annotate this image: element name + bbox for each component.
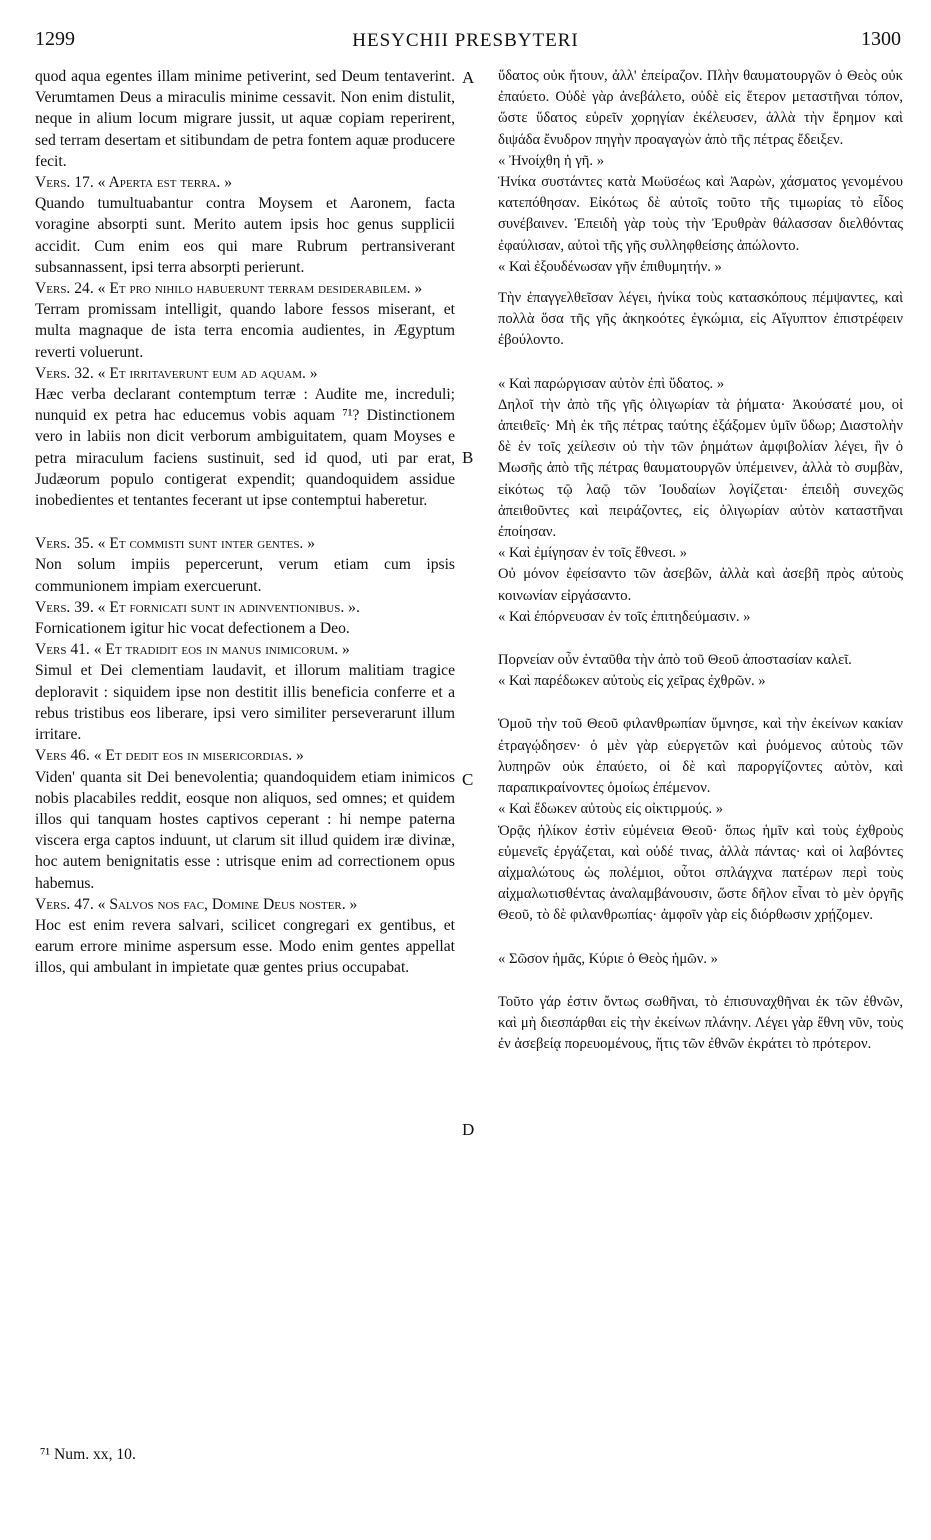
latin-paragraph: Hæc verba declarant contemptum terræ : Audite me, increduli; nunquid ex petra hac educemus vobis aquam ⁷¹? Distinctionem vero in labiis non dicit verborum ambiguitatem, quam Moyses e petra miraculum faciens sustinuit, sed id quod, uti par erat, Judæorum populo contigerat expendit; quandoquidem assidue inobedientes et tentantes fecerant ut ipse contemptui haberetur.	[35, 386, 455, 510]
verse-quote: « Καὶ ἐπόρνευσαν ἐν τοῖς ἐπιτηδεύμασιν. »	[498, 608, 751, 625]
latin-paragraph: Fornicationem igitur hic vocat defectionem a Deo.	[35, 620, 350, 638]
greek-column	[498, 66, 903, 1055]
verse-heading: Vers. 24. « Et pro nihilo habuerunt terram desiderabilem. »	[35, 280, 423, 298]
greek-paragraph: ὕδατος οὐκ ἤτουν, ἀλλ' ἐπείραζον. Πλὴν θαυματουργῶν ὁ Θεὸς οὐκ ἐπαύετο. Οὐδὲ γὰρ ἀνεβάλετο, οὐδὲ εἰς ἕτερον μεταστῆναι τόπον, ὥστε ὕδατος εὑρεῖν χορηγίαν ἐκέλευσεν, ἀλλὰ τὴν ἔρημον καὶ διψάδα ἔνυδρον πηγὴν προαγαγὼν ἀπὸ τῆς πέτρας ἔδειξεν.	[498, 68, 903, 148]
verse-quote: « Καὶ ἔδωκεν αὐτοὺς εἰς οἰκτιρμούς. »	[498, 801, 724, 818]
greek-paragraph: Ὁρᾷς ἡλίκον ἐστὶν εὐμένεια Θεοῦ· ὅπως ἡμῖν καὶ τοὺς ἐχθροὺς εὐμενεῖς ἐργάζεται, καὶ οὐδέ τινας, ἀλλὰ πάντας· καὶ οἱ λαβόντες αἰχμαλώτους ὡς πολέμιοι, οὗτοι σπλάγχνα πατέρων περὶ τοὺς αἰχμαλωτισθέντας ἀναλαμβάνουσιν, ὥστε δῆλον εἶναι τὸ μὲν ὀργῆς Θεοῦ, τὸ δὲ φιλανθρωπίας· ἀμφοῖν γὰρ εἰς διόρθωσιν χρῄζομεν.	[498, 822, 903, 924]
page-header	[0, 28, 931, 58]
margin-marker-c: C	[462, 770, 474, 789]
running-title: HESYCHII PRESBYTERI	[352, 30, 579, 51]
greek-paragraph: Δηλοῖ τὴν ἀπὸ τῆς γῆς ὀλιγωρίαν τὰ ῥήματα· Ἀκούσατέ μου, οἱ ἀπειθεῖς· Μὴ ἐκ τῆς πέτρας ταύτης ἐξάξομεν ὑμῖν ὕδωρ; Διαστολὴν δὲ ἐν τοῖς χείλεσιν οὐ τὴν τῶν ῥημάτων ἀμφιβολίαν λέγει, ἣν ὁ Μωσῆς ἀπὸ τῆς πέτρας θαυματουργῶν ὑπέμεινεν, ἀλλὰ τὸ συμβὰν, εἰκότως τῷ λαῷ τῶν Ἰουδαίων λογίζεται· ἐπειδὴ συνεχῶς ἀπειθοῦντες καὶ πειράζοντες, εἰς ὀλιγωρίαν αὐτὸν καταστῆναι ἐποίησαν.	[498, 396, 903, 541]
margin-marker-d: D	[462, 1120, 475, 1139]
greek-paragraph: Πορνείαν οὖν ἐνταῦθα τὴν ἀπὸ τοῦ Θεοῦ ἀποστασίαν καλεῖ.	[498, 652, 852, 669]
greek-paragraph: Ὁμοῦ τὴν τοῦ Θεοῦ φιλανθρωπίαν ὕμνησε, καὶ τὴν ἐκείνων κακίαν ἐτραγῴδησεν· ὁ μὲν γὰρ εὐεργετῶν καὶ ῥυόμενος αὐτοὺς τῶν λυπηρῶν οὐκ ἐπαύετο, οἱ δὲ καὶ παροργίζοντες αὐτὸν, καὶ παραπικραίνοντες ὁμοίως ἐπέμενον.	[498, 716, 903, 797]
latin-column	[35, 66, 455, 979]
greek-paragraph: Ἡνίκα συστάντες κατὰ Μωϋσέως καὶ Ἀαρὼν, χάσματος γενομένου κατεπόθησαν. Εἰκότως δὲ αὐτοῖς τοῦτο τῆς τιμωρίας τὸ εἶδος συνέβαινεν. Ἐπειδὴ γὰρ τοὺς τὴν Ἐρυθρὰν θάλασσαν διελθόντας ἐφαύλισαν, αὐτοὶ τῆς γῆς συλληφθείσης ἀπώλοντο.	[498, 174, 903, 254]
latin-paragraph: Simul et Dei clementiam laudavit, et illorum malitiam tragice deploravit : siquidem ipse non destitit illis beneficia conferre et a rebus tristibus eos liberare, ipsi vero similiter perseverarunt illum irritare.	[35, 662, 455, 744]
verse-quote: « Ἠνοίχθη ἡ γῆ. »	[498, 152, 605, 169]
latin-paragraph: Hoc est enim revera salvari, scilicet congregari ex gentibus, et earum errore minime aspersum esse. Modo enim gentes appellat illos, qui ambulant in impietate quæ gentes prius occupabat.	[35, 916, 455, 977]
verse-quote: « Καὶ παρώργισαν αὐτὸν ἐπὶ ὕδατος. »	[498, 375, 725, 392]
verse-heading: Vers 41. « Et tradidit eos in manus inimicorum. »	[35, 641, 350, 659]
verse-quote: « Σῶσον ἡμᾶς, Κύριε ὁ Θεὸς ἡμῶν. »	[498, 950, 718, 967]
greek-paragraph: Οὐ μόνον ἐφείσαντο τῶν ἀσεβῶν, ἀλλὰ καὶ ἀσεβῆ πρὸς αὐτοὺς κοινωνίαν εἰργάσαντο.	[498, 566, 903, 604]
latin-paragraph: Terram promissam intelligit, quando labore fessos miserant, et multa magnaque de ista terra encomia audientes, in Ægyptum reverti voluerunt.	[35, 301, 455, 361]
verse-heading: Vers. 39. « Et fornicati sunt in adinventionibus. ».	[35, 598, 360, 616]
verse-quote: « Καὶ παρέδωκεν αὐτοὺς εἰς χεῖρας ἐχθρῶν. »	[498, 673, 766, 690]
latin-paragraph: Non solum impiis pepercerunt, verum etiam cum ipsis communionem impiam exercuerunt.	[35, 556, 455, 595]
margin-marker-b: B	[462, 448, 474, 467]
margin-marker-a: A	[462, 68, 475, 87]
page-number-right: 1300	[861, 28, 901, 50]
greek-paragraph: Τοῦτο γάρ ἐστιν ὄντως σωθῆναι, τὸ ἐπισυναχθῆναι ἐκ τῶν ἐθνῶν, καὶ μὴ διεσπάρθαι εἰς τὴν ἐκείνων πλάνην. Λέγει γὰρ ἔθνη νῦν, τοὺς ἐν ἀσεβείᾳ πορευομένους, ἥτις τῶν ἐθνῶν ἐκράτει τὸ πρότερον.	[498, 993, 903, 1053]
footnote: ⁷¹ Num. xx, 10.	[40, 1446, 136, 1463]
latin-paragraph: quod aqua egentes illam minime petiverint, sed Deum tentaverint. Verumtamen Deus a miraculis minime cessavit. Non enim distulit, neque in alium locum migrare jussit, ut aquæ copiam reperirent, sed terram desertam et sitibundam de petra fontem aquæ producere fecit.	[35, 68, 455, 170]
page-number-left: 1299	[35, 28, 75, 50]
latin-paragraph: Quando tumultuabantur contra Moysem et Aaronem, facta voragine absorpti sunt. Merito autem ipsis hoc genus supplicii accidit. Cum enim eos qui mare Rubrum pertransiverant subsannassent, ipsi terra absorpti perierunt.	[35, 195, 455, 276]
latin-paragraph: Viden' quanta sit Dei benevolentia; quandoquidem etiam inimicos nobis placabiles reddit, eosque non aliquos, sed omnes; et quidem illos qui tanquam hostes captivos ceperant : hi nempe paterna viscera erga captos induunt, ut clarum sit illud quidem iræ divinæ, hoc autem benignitatis esse : utrisque enim ad correctionem opus habemus.	[35, 768, 455, 892]
verse-heading: Vers. 35. « Et commisti sunt inter gentes. »	[35, 535, 316, 553]
greek-paragraph: Τὴν ἐπαγγελθεῖσαν λέγει, ἡνίκα τοὺς κατασκόπους πέμψαντες, καὶ πολλὰ ὅσα τῆς γῆς ἀκηκοότες ἐγκώμια, εἰς Αἴγυπτον ἐπιστρέφειν ἐβούλοντο.	[498, 290, 903, 349]
verse-heading: Vers 46. « Et dedit eos in misericordias. »	[35, 747, 304, 765]
verse-heading: Vers. 47. « Salvos nos fac, Domine Deus noster. »	[35, 895, 358, 913]
verse-heading: Vers. 32. « Et irritaverunt eum ad aquam. »	[35, 364, 318, 382]
verse-heading: Vers. 17. « Aperta est terra. »	[35, 174, 233, 192]
verse-quote: « Καὶ ἐξουδένωσαν γῆν ἐπιθυμητήν. »	[498, 258, 722, 275]
verse-quote: « Καὶ ἐμίγησαν ἐν τοῖς ἔθνεσι. »	[498, 545, 688, 562]
